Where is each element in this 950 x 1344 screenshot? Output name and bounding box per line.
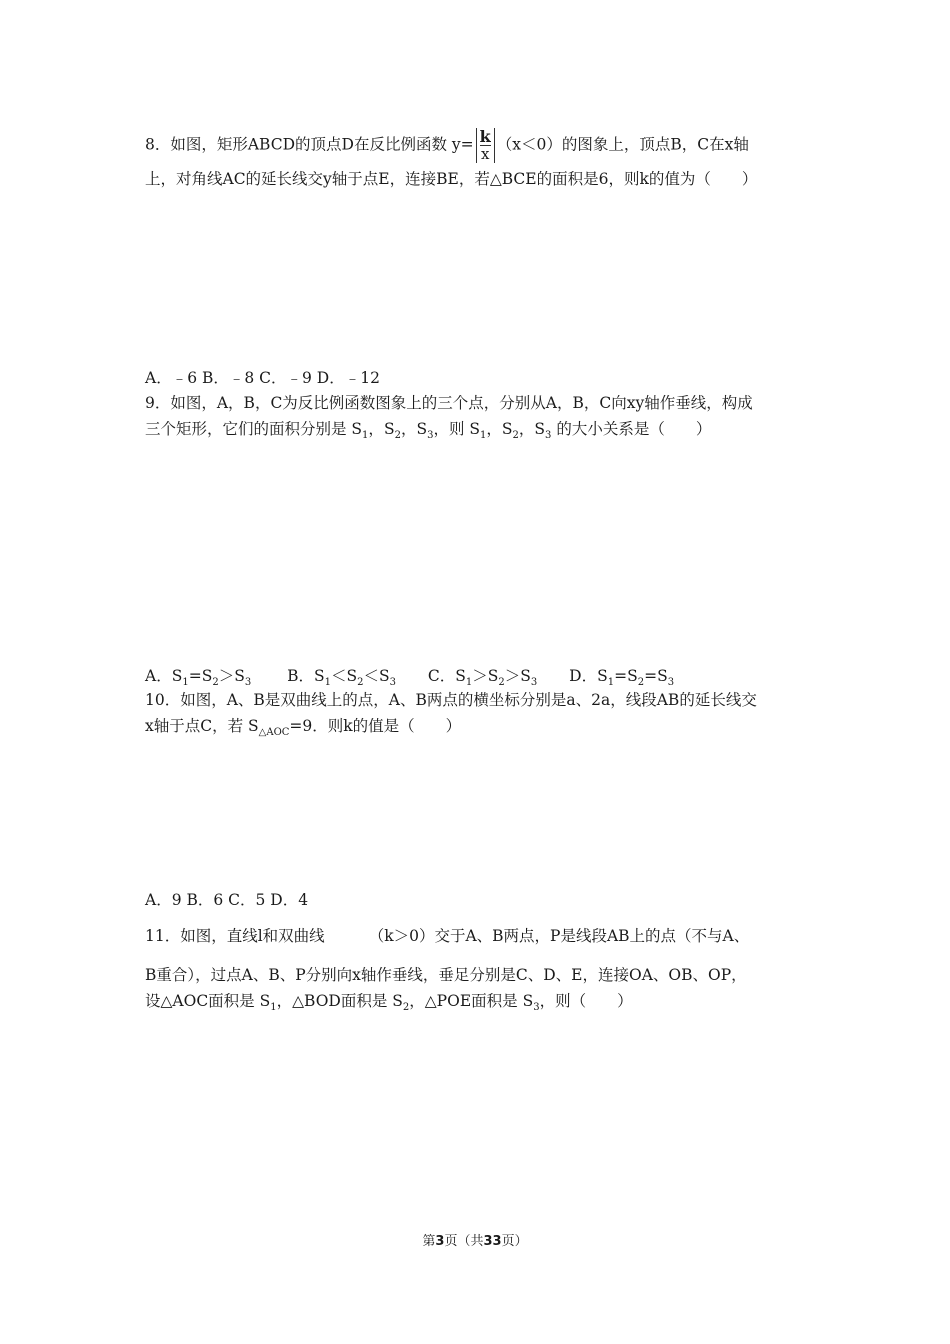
q11-text-b: （k＞0）交于A、B两点，P是线段AB上的点（不与A、: [368, 927, 750, 945]
q9-sub3: 3: [427, 430, 434, 441]
q9-optA-pre: A．: [145, 667, 172, 685]
footer-post: 页）: [501, 1234, 528, 1249]
q9-text-a: 三个矩形，它们的面积分别是 S: [145, 420, 363, 438]
q10-text-b: =9．则k的值是（ ）: [289, 717, 462, 735]
q9-sub3: 3: [389, 677, 397, 688]
q9-sub2: 2: [357, 677, 364, 688]
q10-line2: [145, 716, 461, 736]
q9-optC-pre: C．: [427, 667, 456, 685]
q9-sub3: 3: [667, 677, 675, 688]
q9-option-c: [427, 667, 538, 688]
q8-line2: 上，对角线AC的延长线交y轴于点E，连接BE，若△BCE的面积是6，则k的值为（ ）: [145, 170, 758, 188]
q9-sub3: 3: [530, 677, 538, 688]
q11-sub2: 2: [402, 1002, 410, 1013]
q9-gt: ＞: [218, 667, 235, 685]
q10-text-a: x轴于点C，若 S: [145, 717, 259, 735]
q9-option-d: [569, 667, 675, 688]
q9-s3: S: [534, 420, 546, 438]
q9-s: S: [597, 667, 608, 685]
q9-sub1: 1: [182, 677, 189, 688]
q9-gt: ＞: [472, 667, 488, 685]
q11-line2: B重合），过点A、B、P分别向x轴作垂线，垂足分别是C、D、E，连接OA、OB、OP，: [145, 966, 747, 984]
q9-sub2: 2: [394, 430, 401, 441]
q9-sub1: 1: [324, 677, 331, 688]
q9-s2: S: [383, 420, 395, 438]
page-footer: [0, 1230, 950, 1249]
q11-sub3: 3: [533, 1002, 540, 1013]
q8-text-a: 8．如图，矩形ABCD的顶点D在反比例函数 y=: [145, 135, 474, 154]
q9-s: S: [455, 667, 466, 685]
q9-sep: ，: [368, 420, 384, 438]
q9-s: S: [313, 667, 325, 685]
q9-text-end: 的大小关系是（ ）: [551, 420, 712, 438]
q9-sub2: 2: [512, 430, 519, 441]
q9-sep: ，: [486, 420, 502, 438]
q9-sub3: 3: [545, 430, 552, 441]
q11-line3: [145, 991, 633, 1011]
q8-frac-num: k: [479, 127, 491, 146]
q9-sub3: 3: [244, 677, 252, 688]
q9-optB-pre: B．: [287, 667, 314, 685]
q9-sub1: 1: [607, 677, 615, 688]
q9-s: S: [346, 667, 358, 685]
q9-sep: ，: [518, 420, 535, 438]
q9-s3: S: [416, 420, 428, 438]
q8-text-b: （x＜0）的图象上，顶点B，C在x轴: [496, 135, 749, 154]
footer-total-pages: 33: [483, 1234, 502, 1249]
q9-lt: ＜: [363, 667, 380, 685]
q8-line1: [145, 128, 749, 163]
q11-text-c: ，△POE面积是 S: [409, 992, 534, 1010]
q11-text-a: 11．如图，直线l和双曲线: [145, 927, 325, 945]
q9-sep: ，: [400, 420, 417, 438]
q11-line1: [145, 926, 749, 946]
q9-s: S: [171, 667, 183, 685]
q11-sub1: 1: [270, 1002, 277, 1013]
q9-lt: ＜: [330, 667, 347, 685]
q8-fraction: [476, 128, 495, 163]
q9-line2: [145, 419, 711, 439]
q9-options: [145, 666, 674, 686]
q10-options: A．9 B．6 C．5 D．4: [145, 891, 309, 909]
q11-text-a: 设△AOC面积是 S: [145, 992, 271, 1010]
q11-text-d: ，则（ ）: [539, 992, 633, 1010]
q9-s2: S: [501, 420, 513, 438]
q9-eq: =: [188, 667, 202, 685]
q9-optD-pre: D．: [569, 667, 598, 685]
q9-sub2: 2: [637, 677, 645, 688]
q10-line1: 10．如图，A、B是双曲线上的点，A、B两点的横坐标分别是a、2a，线段AB的延长线交: [145, 691, 757, 709]
q9-sub1: 1: [465, 677, 473, 688]
q9-line1: 9．如图，A，B，C为反比例函数图象上的三个点，分别从A，B，C向xy轴作垂线，构成: [145, 394, 753, 412]
q10-sub: △AOC: [258, 727, 290, 738]
q8-options: A．﹣6 B．﹣8 C．﹣9 D．﹣12: [145, 369, 380, 387]
q9-sub2: 2: [498, 677, 505, 688]
q9-option-a: [145, 667, 252, 688]
q9-s: S: [487, 667, 499, 685]
q9-option-b: [287, 667, 397, 688]
q9-s: S: [234, 667, 245, 685]
footer-pre: 第: [422, 1234, 436, 1249]
q9-sub1: 1: [480, 430, 487, 441]
q9-eq: =: [644, 667, 658, 685]
q11-text-b: ，△BOD面积是 S: [276, 992, 403, 1010]
q9-s: S: [201, 667, 213, 685]
q9-eq: =: [614, 667, 628, 685]
footer-mid: 页（共: [444, 1234, 484, 1249]
q9-text-mid: ，则 S: [433, 420, 480, 438]
q9-sub1: 1: [362, 430, 369, 441]
q8-frac-den: x: [480, 145, 490, 163]
q9-gt: ＞: [504, 667, 521, 685]
q9-s: S: [379, 667, 390, 685]
q9-s: S: [657, 667, 668, 685]
footer-page-number: 3: [435, 1234, 445, 1249]
q9-s: S: [520, 667, 531, 685]
q9-sub2: 2: [212, 677, 219, 688]
q9-s: S: [627, 667, 638, 685]
